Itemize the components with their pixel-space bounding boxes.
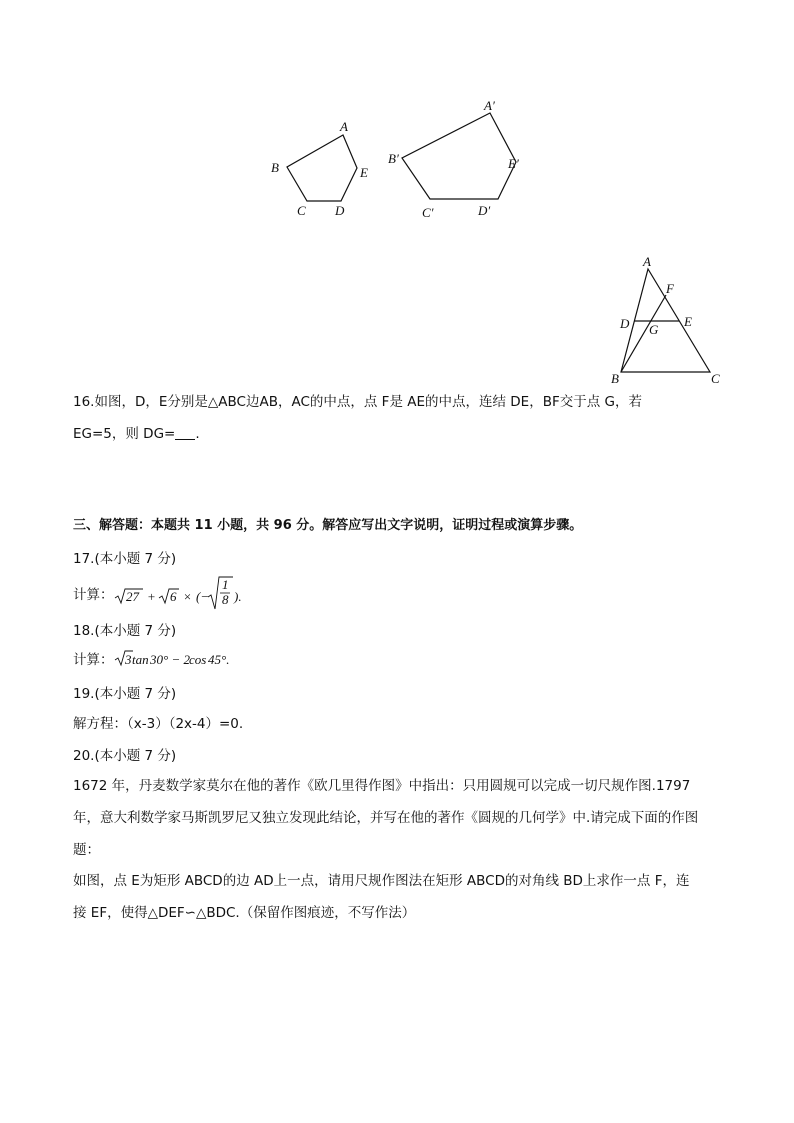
label-D-prime: D′ xyxy=(478,203,491,218)
label-E: E xyxy=(684,314,692,329)
q20-line4: 如图，点 E为矩形 ABCD的边 AD上一点，请用尺规作图法在矩形 ABCD的对角线 BD上求作一点 F，连 xyxy=(73,873,690,889)
label-F: F xyxy=(666,281,674,296)
label-D: D xyxy=(620,316,630,331)
svg-text:tan: tan xyxy=(132,652,149,667)
q16-line1: 16.如图，D，E分别是△ABC边AB，AC的中点，点 F是 AE的中点，连结 DE，BF交于点 G，若 xyxy=(73,394,642,410)
q20-line1: 1672 年，丹麦数学家莫尔在他的著作《欧几里得作图》中指出：只用圆规可以完成一切尺规作图.1797 xyxy=(73,778,691,794)
section3-header: 三、解答题：本题共 11 小题，共 96 分。解答应写出文字说明，证明过程或演算步骤。 xyxy=(73,518,583,533)
q17-prefix: 计算： xyxy=(73,587,114,603)
q18-formula xyxy=(113,648,253,670)
q20-line5: 接 EF，使得△DEF∽△BDC.（保留作图痕迹，不写作法） xyxy=(73,905,416,921)
svg-text:1: 1 xyxy=(222,577,229,592)
svg-text:(−: (− xyxy=(196,589,210,604)
label-C: C xyxy=(297,203,306,218)
q17-formula xyxy=(113,575,253,615)
label-C: C xyxy=(711,371,720,386)
triangle-figure xyxy=(610,252,730,387)
q16-line2-prefix: EG=5，则 DG= xyxy=(73,426,176,442)
q19-title: 19.(本小题 7 分) xyxy=(73,686,177,702)
q16-line2 xyxy=(73,424,200,444)
svg-text:3: 3 xyxy=(125,652,132,667)
label-C-prime: C′ xyxy=(422,205,434,220)
q18-prefix: 计算： xyxy=(73,652,114,668)
svg-text:).: ). xyxy=(234,589,242,604)
label-A: A xyxy=(340,119,348,134)
svg-text:6: 6 xyxy=(170,589,177,604)
answer-blank xyxy=(175,425,195,440)
svg-text:×: × xyxy=(183,589,192,604)
label-A-prime: A′ xyxy=(484,98,495,113)
svg-text:+: + xyxy=(147,589,156,604)
pentagons-figure xyxy=(260,95,540,225)
label-B: B xyxy=(271,160,279,175)
svg-text:30° − 2: 30° − 2 xyxy=(150,652,190,667)
label-A: A xyxy=(643,254,651,269)
label-E: E xyxy=(360,165,368,180)
q20-line2: 年，意大利数学家马斯凯罗尼又独立发现此结论，并写在他的著作《圆规的几何学》中.请完成下面的作图 xyxy=(73,810,699,826)
q20-title: 20.(本小题 7 分) xyxy=(73,748,177,764)
q17-title: 17.(本小题 7 分) xyxy=(73,551,177,567)
segment-bf xyxy=(621,295,666,372)
q16-line2-suffix: . xyxy=(195,426,200,442)
svg-text:45°.: 45°. xyxy=(208,652,230,667)
q20-line3: 题： xyxy=(73,842,100,858)
svg-text:cos: cos xyxy=(189,652,207,667)
label-B: B xyxy=(611,371,619,386)
label-D: D xyxy=(335,203,345,218)
svg-text:27: 27 xyxy=(126,589,139,604)
label-B-prime: B′ xyxy=(388,151,399,166)
label-G: G xyxy=(649,322,659,337)
label-E-prime: E′ xyxy=(508,156,519,171)
q18-title: 18.(本小题 7 分) xyxy=(73,623,177,639)
q19-text: 解方程：（x-3）（2x-4）=0. xyxy=(73,716,244,732)
svg-text:8: 8 xyxy=(222,592,229,607)
small-pentagon xyxy=(287,135,357,201)
large-pentagon xyxy=(402,113,516,199)
